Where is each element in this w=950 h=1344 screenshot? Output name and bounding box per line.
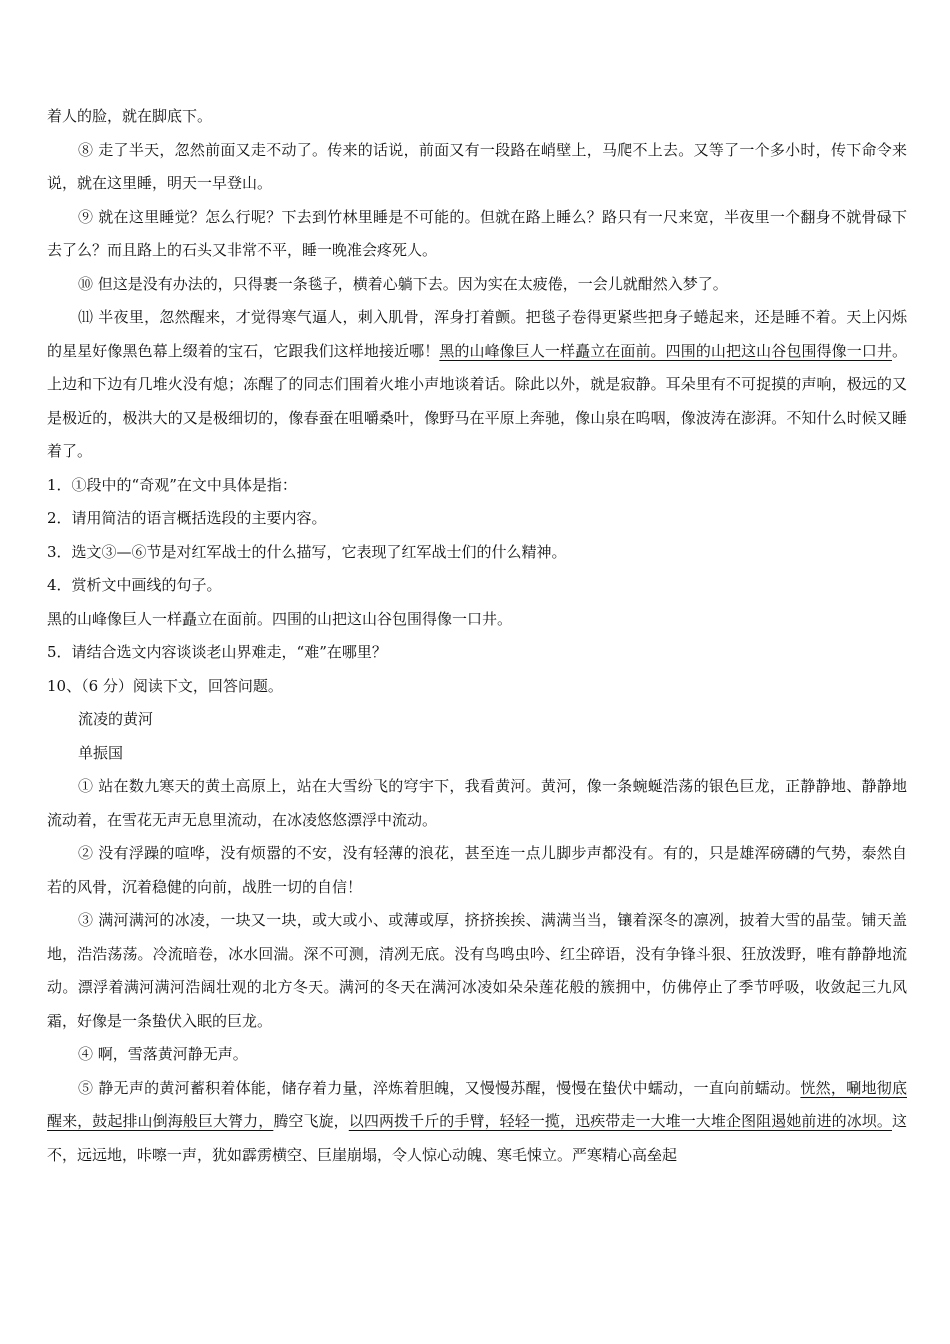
section-10-header: 10、（6 分）阅读下文，回答问题。 [47, 676, 283, 695]
underlined-sentence: 黑的山峰像巨人一样矗立在面前。四围的山把这山谷包围得像一口井 [439, 341, 892, 360]
paragraph-11 [47, 301, 907, 469]
page-content [47, 100, 907, 1172]
passage-continuation: 着人的脸，就在脚底下。 [47, 107, 213, 125]
question-4-quote: 黑的山峰像巨人一样矗立在面前。四围的山把这山谷包围得像一口井。 [47, 609, 513, 628]
underlined-phrase-2: 以四两拨千斤的手臂，轻轻一揽，迅疾带走一大堆一大堆企图阻遏她前进的冰坝。 [348, 1112, 892, 1130]
paragraph-5-text-c: 这不，远远地，咔嚓一声，犹如霹雳横空、巨崖崩塌，令人惊心动魄、寒毛悚立。严寒精心高垒起 [47, 1112, 907, 1164]
question-4: 4．赏析文中画线的句子。 [47, 576, 222, 594]
question-3: 3．选文③—⑥节是对红军战士的什么描写，它表现了红军战士们的什么精神。 [47, 542, 567, 561]
article-paragraph-5 [47, 1072, 907, 1173]
question-2: 2．请用简洁的语言概括选段的主要内容。 [47, 509, 327, 527]
article-paragraph-4: ④ 啊，雪落黄河静无声。 [78, 1045, 248, 1063]
paragraph-5-text-a: ⑤ 静无声的黄河蓄积着体能，储存着力量，淬炼着胆魄，又慢慢苏醒，慢慢在蛰伏中蠕动，一直向前蠕动。 [78, 1078, 801, 1097]
underlined-phrase-1: 恍然，唰地彻底醒来，鼓起排山倒海般巨大膂力， [47, 1078, 907, 1130]
paragraph-5-text-b: 腾空飞旋， [273, 1112, 349, 1130]
question-1: 1．①段中的“奇观”在文中具体是指： [47, 475, 297, 494]
paragraph-8: ⑧ 走了半天，忽然前面又走不动了。传来的话说，前面又有一段路在峭壁上，马爬不上去。又等了一个多小时，传下命令来说，就在这里睡，明天一早登山。 [47, 140, 907, 192]
paragraph-11-text-b: 。上边和下边有几堆火没有熄；冻醒了的同志们围着火堆小声地谈着话。除此以外，就是寂静。耳朵里有不可捉摸的声响，极远的又是极近的，极洪大的又是极细切的，像春蚕在咀嚼桑叶，像野马在平原上奔驰，像山泉在呜咽，像波涛在澎湃。不知什么时候又睡着了。 [47, 341, 907, 460]
article-paragraph-2: ② 没有浮躁的喧哗，没有烦嚣的不安，没有轻薄的浪花，甚至连一点儿脚步声都没有。有的，只是雄浑磅礴的气势，泰然自若的风骨，沉着稳健的向前，战胜一切的自信！ [47, 844, 907, 896]
article-paragraph-3: ③ 满河满河的冰凌，一块又一块，或大或小、或薄或厚，挤挤挨挨、满满当当，镶着深冬的凛冽，披着大雪的晶莹。铺天盖地，浩浩荡荡。冷流暗卷，冰水回湍。深不可测，清冽无底。没有鸟鸣虫吟、红尘碎语，没有争锋斗狠、狂放泼野，唯有静静地流动。漂浮着满河满河浩阔壮观的北方冬天。满河的冬天在满河冰凌如朵朵莲花般的簇拥中，仿佛停止了季节呼吸，收敛起三九风霜，好像是一条蛰伏入眠的巨龙。 [47, 911, 907, 1030]
paragraph-11-text-a: ⑾ 半夜里，忽然醒来，才觉得寒气逼人，刺入肌骨，浑身打着颤。把毯子卷得更紧些把身子蜷起来，还是睡不着。天上闪烁的星星好像黑色幕上缀着的宝石，它跟我们这样地接近哪！ [47, 308, 907, 360]
paragraph-10: ⑩ 但这是没有办法的，只得裹一条毯子，横着心躺下去。因为实在太疲倦，一会儿就酣然入梦了。 [78, 274, 728, 293]
paragraph-9: ⑨ 就在这里睡觉？怎么行呢？下去到竹林里睡是不可能的。但就在路上睡么？路只有一尺来宽，半夜里一个翻身不就骨碌下去了么？而且路上的石头又非常不平，睡一晚准会疼死人。 [47, 207, 907, 259]
article-author: 单振国 [78, 743, 124, 762]
article-paragraph-1: ① 站在数九寒天的黄土高原上，站在大雪纷飞的穹宇下，我看黄河。黄河，像一条蜿蜒浩荡的银色巨龙，正静静地、静静地流动着，在雪花无声无息里流动，在冰凌悠悠漂浮中流动。 [47, 777, 907, 829]
question-5: 5．请结合选文内容谈谈老山界难走，“难”在哪里？ [47, 643, 387, 661]
article-title: 流凌的黄河 [78, 710, 154, 728]
